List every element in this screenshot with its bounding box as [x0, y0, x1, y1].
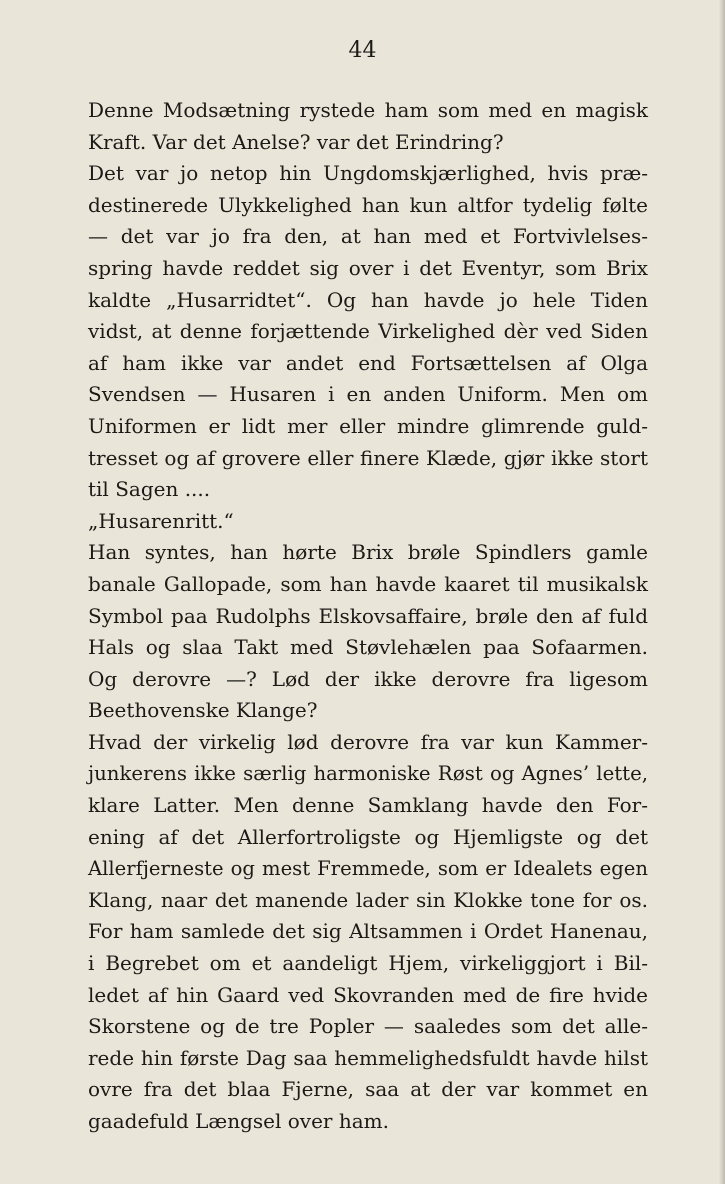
text-line: klare Latter. Men denne Samklang havde den For- — [88, 793, 648, 818]
text-line: Han syntes, han hørte Brix brøle Spindlers gamle — [88, 540, 648, 565]
text-line: rede hin første Dag saa hemmelighedsfuldt havde hilst — [88, 1045, 648, 1070]
text-line: gaadefuld Længsel over ham. — [88, 1109, 389, 1133]
text-line: tresset og af grovere eller finere Klæde, gjør ikke stort — [88, 445, 648, 470]
text-line: kaldte „Husarridtet“. Og han havde jo hele Tiden — [88, 287, 648, 312]
text-line: i Begrebet om et aandeligt Hjem, virkeliggjort i Bil- — [88, 951, 648, 976]
text-line: destinerede Ulykkelighed han kun altfor tydelig følte — [88, 192, 648, 217]
text-line: — det var jo fra den, at han med et Fortvivlelses- — [88, 224, 648, 249]
text-line: spring havde reddet sig over i det Eventyr, som Brix — [88, 255, 648, 280]
text-line: Skorstene og de tre Popler — saaledes som det alle- — [88, 1014, 648, 1039]
text-line: Hvad der virkelig lød derovre fra var kun Kammer- — [88, 729, 648, 754]
page-edge-shadow — [719, 0, 725, 1184]
body-text — [88, 95, 648, 1138]
text-line: Det var jo netop hin Ungdomskjærlighed, hvis præ- — [88, 161, 648, 186]
text-line: ledet af hin Gaard ved Skovranden med de fire hvide — [88, 982, 648, 1007]
text-line: vidst, at denne forjættende Virkelighed dèr ved Siden — [88, 319, 648, 344]
text-line: Klang, naar det manende lader sin Klokke tone for os. — [88, 887, 648, 912]
text-line: Denne Modsætning rystede ham som med en magisk — [88, 98, 648, 122]
text-line: junkerens ikke særlig harmoniske Røst og Agnes’ lette, — [88, 762, 648, 786]
text-line: Allerfjerneste og mest Fremmede, som er Idealets egen — [88, 857, 648, 881]
text-line: Beethovenske Klange? — [88, 698, 318, 723]
text-line: For ham samlede det sig Altsammen i Ordet Hanenau, — [88, 919, 648, 944]
text-line: Hals og slaa Takt med Støvlehælen paa Sofaarmen. — [88, 635, 648, 660]
text-line: Uniformen er lidt mer eller mindre glimrende guld- — [88, 413, 648, 438]
text-line: af ham ikke var andet end Fortsættelsen af Olga — [88, 350, 648, 375]
text-line: Svendsen — Husaren i en anden Uniform. Men om — [88, 382, 648, 407]
text-line: ovre fra det blaa Fjerne, saa at der var kommet en — [88, 1077, 648, 1102]
text-line: til Sagen .... — [88, 477, 211, 502]
text-line: Og derovre —? Lød der ikke derovre fra ligesom — [88, 666, 648, 691]
text-line: Kraft. Var det Anelse? var det Erindring? — [88, 129, 504, 154]
text-line: banale Gallopade, som han havde kaaret til musikalsk — [88, 571, 648, 596]
page-number: 44 — [348, 38, 377, 63]
text-line: „Husarenritt.“ — [88, 508, 234, 533]
text-line: ening af det Allerfortroligste og Hjemligste og det — [88, 824, 648, 849]
text-line: Symbol paa Rudolphs Elskovsaffaire, brøle den af fuld — [88, 603, 648, 628]
